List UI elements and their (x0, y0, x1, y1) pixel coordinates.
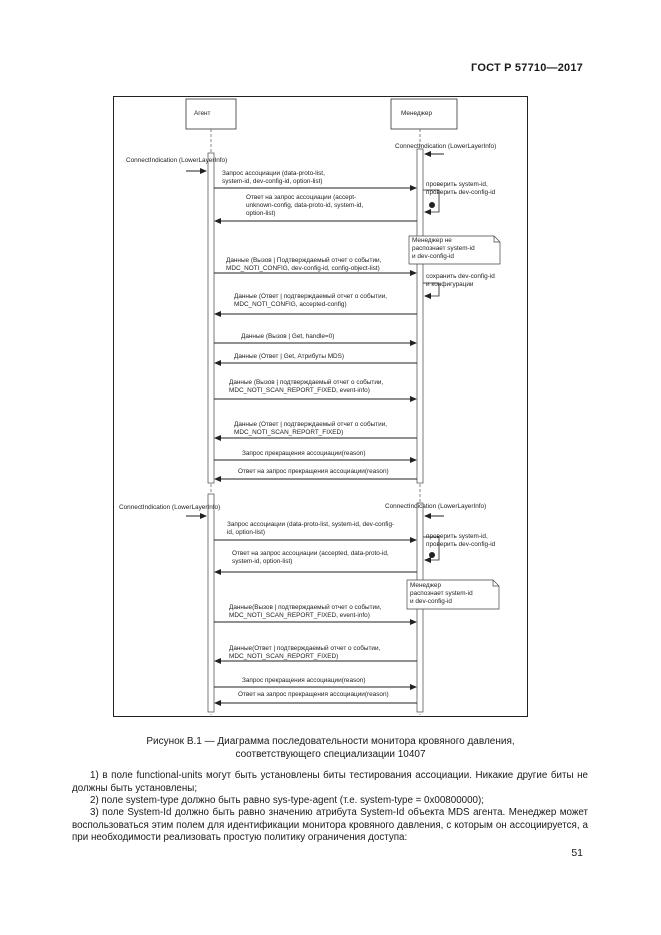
connect-indication-agent-1: ConnectIndication (LowerLayerInfo) (126, 157, 228, 164)
message-label-3: Данные (Вызов | Подтверждаемый отчет о событии, MDC_NOTI_CONFIG, dev-config-id, config-object-list) (226, 257, 382, 272)
check-dot-1 (429, 202, 435, 208)
message-label-11: Запрос ассоциации (data-proto-list, system-id, dev-config- id, option-list) (227, 521, 395, 536)
sequence-diagram (113, 96, 528, 717)
message-label-2: Ответ на запрос ассоциации (accept- unknown-config, data-proto-id, system-id, option-list) (246, 194, 364, 217)
connect-indication-agent-2: ConnectIndication (LowerLayerInfo) (119, 504, 221, 511)
figure-caption: Рисунок В.1 — Диаграмма последовательности монитора кровяного давления, соответствующего специализации 10407 (146, 736, 515, 760)
page-number: 51 (571, 847, 583, 859)
message-label-6: Данные (Ответ | Get, Атрибуты MDS) (234, 353, 345, 360)
paragraph-2: 2) поле system-type должно быть равно sys-type-agent (т.е. system-type = 0x00800000); (90, 795, 484, 806)
manager-activation-1 (417, 149, 423, 483)
message-label-14: Данные(Ответ | подтверждаемый отчет о событии, MDC_NOTI_SCAN_REPORT_FIXED) (229, 645, 381, 660)
connect-indication-manager-1: ConnectIndication (LowerLayerInfo) (395, 143, 497, 150)
agent-activation-2 (208, 494, 214, 712)
message-label-9: Запрос прекращения ассоциации(reason) (242, 450, 366, 457)
message-label-1: Запрос ассоциации (data-proto-list, system-id, dev-config-id, option-list) (222, 170, 325, 185)
message-label-7: Данные (Вызов | подтверждаемый отчет о событии, MDC_NOTI_SCAN_REPORT_FIXED, event-info) (229, 379, 384, 394)
standard-header: ГОСТ Р 57710—2017 (471, 62, 583, 74)
message-label-16: Ответ на запрос прекращения ассоциации(reason) (238, 691, 389, 698)
message-label-12: Ответ на запрос ассоциации (accepted, data-proto-id, system-id, option-list) (232, 550, 389, 565)
actor-manager-label: Менеджер (401, 110, 433, 117)
message-label-10: Ответ на запрос прекращения ассоциации(reason) (238, 468, 389, 475)
message-label-8: Данные (Ответ | подтверждаемый отчет о событии, MDC_NOTI_SCAN_REPORT_FIXED) (234, 421, 388, 436)
actor-agent-label: Агент (194, 110, 211, 117)
message-label-13: Данные(Вызов | подтверждаемый отчет о событии, MDC_NOTI_SCAN_REPORT_FIXED, event-info) (229, 604, 382, 619)
paragraph-1: 1) в поле functional-units могут быть установлены биты тестирования ассоциации. Никакие другие биты не должны быть установлены; (72, 770, 588, 794)
message-label-15: Запрос прекращения ассоциации(reason) (242, 677, 366, 684)
message-label-4: Данные (Ответ | подтверждаемый отчет о событии, MDC_NOTI_CONFIG, accepted-config) (234, 293, 388, 308)
agent-activation-1 (208, 153, 214, 483)
note-recognized: Менеджер распознает system-id и dev-config-id (410, 582, 473, 605)
message-label-5: Данные (Вызов | Get, handle=0) (241, 333, 335, 340)
connect-indication-manager-2: ConnectIndication (LowerLayerInfo) (385, 503, 487, 510)
save-label: сохранить dev-config-id и конфигурации (426, 273, 495, 288)
check-dot-2 (429, 552, 435, 558)
check-label-2: проверить system-id, проверить dev-config-id (426, 533, 496, 548)
paragraph-3: 3) поле System-Id должно быть равно значению атрибута System-Id объекта MDS агента. Менеджер может воспользоваться этим полем для идентификации монитора кровяного давления, с которым он ассоциируется, а при необходимости реализовать простую политику ограничения доступа: (72, 807, 588, 843)
note-not-recognized: Менеджер не распознает system-id и dev-config-id (412, 237, 475, 260)
check-label-1: проверить system-id, проверить dev-config-id (426, 181, 496, 196)
